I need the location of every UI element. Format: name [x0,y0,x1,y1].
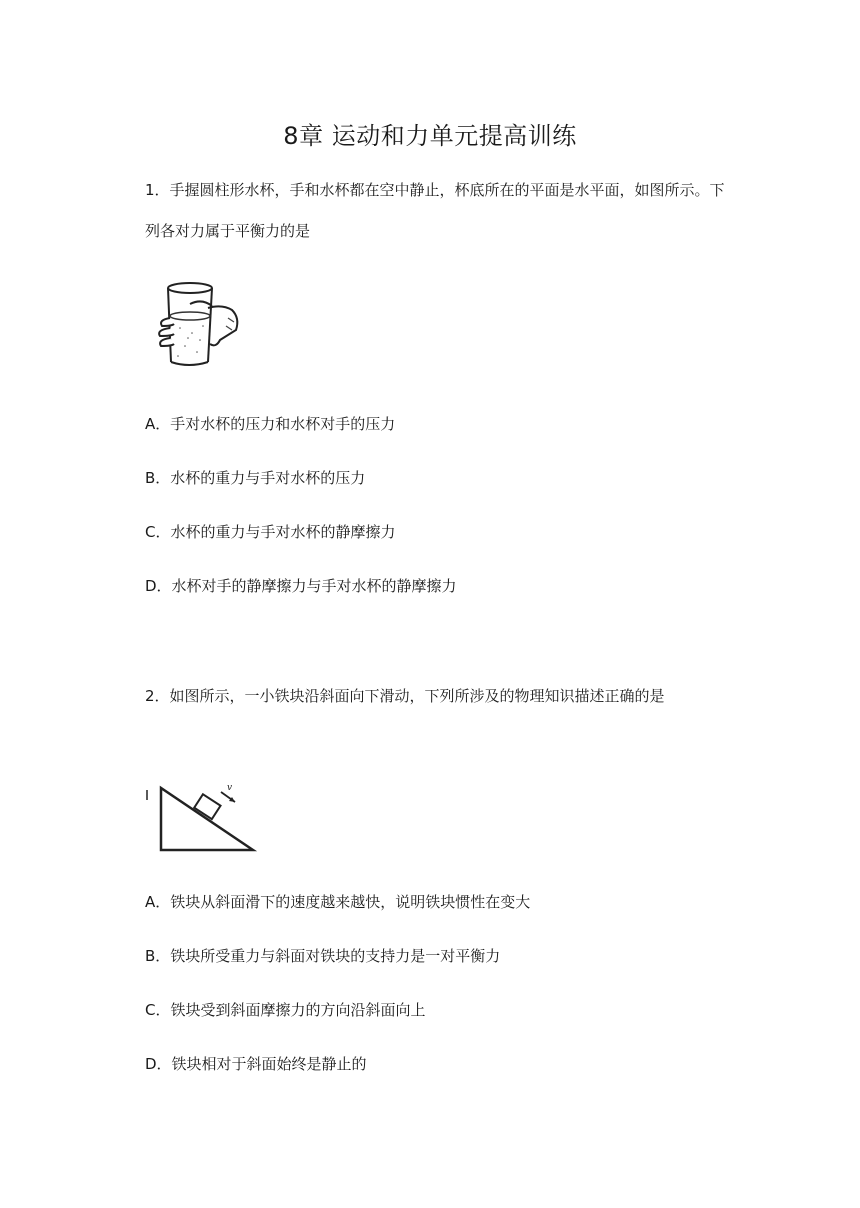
question-1-option-d: D．水杯对手的静摩擦力与手对水杯的静摩擦力 [145,577,457,595]
question-1-stem: 1．手握圆柱形水杯，手和水杯都在空中静止，杯底所在的平面是水平面，如图所示。下列各对力属于平衡力的是 [145,181,725,240]
question-2-option-a: A．铁块从斜面滑下的速度越来越快，说明铁块惯性在变大 [145,893,531,911]
page-title: 8章 运动和力单元提高训练 [283,122,577,150]
question-1-option-b: B．水杯的重力与手对水杯的压力 [145,469,366,487]
incline-block-figure [145,780,260,856]
cup-in-hand-figure [150,278,245,373]
question-2-option-c: C．铁块受到斜面摩擦力的方向沿斜面向上 [145,1001,426,1019]
velocity-label: v [227,783,233,793]
question-2-stem: 2．如图所示，一小铁块沿斜面向下滑动，下列所涉及的物理知识描述正确的是 [145,687,665,705]
question-2-option-b: B．铁块所受重力与斜面对铁块的支持力是一对平衡力 [145,947,501,965]
question-1-option-c: C．水杯的重力与手对水杯的静摩擦力 [145,523,396,541]
question-2-option-d: D．铁块相对于斜面始终是静止的 [145,1055,367,1073]
question-1-option-a: A．手对水杯的压力和水杯对手的压力 [145,415,396,433]
